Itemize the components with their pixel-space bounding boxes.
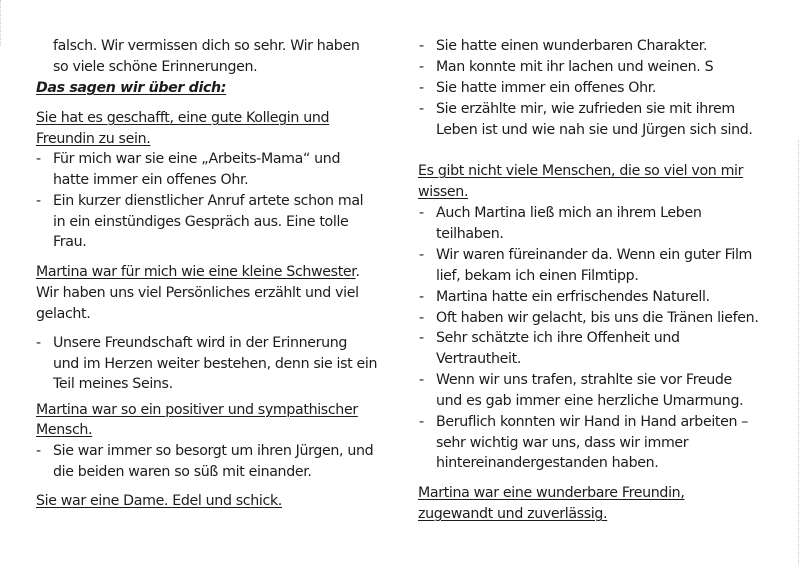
bullet-dash: -	[36, 193, 42, 209]
list-item-line: Sie hatte einen wunderbaren Charakter.	[436, 38, 708, 54]
bullet-dash: -	[36, 151, 42, 167]
bullet-dash: -	[419, 414, 425, 430]
list-item-line: hatte immer ein offenes Ohr.	[53, 172, 249, 188]
list-item-line: Auch Martina ließ mich an ihrem Leben	[436, 205, 702, 221]
list-item-line: hintereinandergestanden haben.	[436, 455, 659, 471]
bullet-dash: -	[419, 59, 425, 75]
block-heading: Mensch.	[36, 422, 93, 438]
list-item-line: Sie hatte immer ein offenes Ohr.	[436, 80, 657, 96]
bullet-dash: -	[36, 443, 42, 459]
list-item-line: sehr wichtig war uns, dass wir immer	[436, 435, 689, 451]
block-heading: Es gibt nicht viele Menschen, die so viel von mir	[418, 163, 744, 179]
list-item-line: Unsere Freundschaft wird in der Erinnerung	[53, 335, 348, 351]
block-heading: Sie hat es geschafft, eine gute Kollegin und	[36, 110, 330, 126]
list-item-line: lief, bekam ich einen Filmtipp.	[436, 268, 639, 284]
bullet-dash: -	[419, 101, 425, 117]
block-heading-text: Martina war für mich wie eine kleine Schwester	[36, 264, 356, 280]
block-heading-punct: .	[355, 264, 360, 280]
list-item-line: teilhaben.	[436, 226, 504, 242]
list-item-line: Sie erzählte mir, wie zufrieden sie mit ihrem	[436, 101, 735, 117]
bullet-dash: -	[36, 335, 42, 351]
intro-line: falsch. Wir vermissen dich so sehr. Wir haben	[53, 38, 360, 54]
list-item-line: in ein einstündiges Gespräch aus. Eine tolle	[53, 214, 349, 230]
block-heading	[36, 263, 360, 281]
bullet-dash: -	[419, 80, 425, 96]
intro-line: so viele schöne Erinnerungen.	[53, 59, 258, 75]
bullet-dash: -	[419, 330, 425, 346]
paragraph-line: Wir haben uns viel Persönliches erzählt und viel	[36, 285, 359, 301]
bullet-dash: -	[419, 38, 425, 54]
list-item-line: Sie war immer so besorgt um ihren Jürgen, und	[53, 443, 374, 459]
page-edge-right	[798, 140, 799, 565]
list-item-line: Martina hatte ein erfrischendes Naturell.	[436, 289, 710, 305]
bullet-dash: -	[419, 289, 425, 305]
closing-line: Martina war eine wunderbare Freundin,	[418, 485, 685, 501]
list-item-line: Beruflich konnten wir Hand in Hand arbeiten –	[436, 414, 749, 430]
list-item-line: Für mich war sie eine „Arbeits-Mama“ und	[53, 151, 341, 167]
list-item-line: Leben ist und wie nah sie und Jürgen sich sind.	[436, 122, 753, 138]
bullet-dash: -	[419, 310, 425, 326]
block-heading: Freundin zu sein.	[36, 131, 151, 147]
list-item-line: Teil meines Seins.	[53, 376, 173, 392]
bullet-dash: -	[419, 205, 425, 221]
closing-line: Sie war eine Dame. Edel und schick.	[36, 493, 282, 509]
list-item-line: Wenn wir uns trafen, strahlte sie vor Freude	[436, 372, 732, 388]
list-item-line: Ein kurzer dienstlicher Anruf artete schon mal	[53, 193, 364, 209]
list-item-line: und im Herzen weiter bestehen, denn sie ist ein	[53, 356, 378, 372]
page-edge-left	[0, 0, 1, 46]
list-item-line: Frau.	[53, 234, 87, 250]
list-item-line: Vertrautheit.	[436, 351, 521, 367]
section-heading: Das sagen wir über dich:	[36, 80, 227, 96]
list-item-line: Man konnte mit ihr lachen und weinen. S	[436, 59, 714, 75]
list-item-line: Oft haben wir gelacht, bis uns die Tränen liefen.	[436, 310, 759, 326]
list-item-line: die beiden waren so süß mit einander.	[53, 464, 312, 480]
list-item-line: Sehr schätzte ich ihre Offenheit und	[436, 330, 680, 346]
list-item-line: Wir waren füreinander da. Wenn ein guter Film	[436, 247, 753, 263]
closing-line: zugewandt und zuverlässig.	[418, 506, 608, 522]
list-item-line: und es gab immer eine herzliche Umarmung.	[436, 393, 744, 409]
bullet-dash: -	[419, 247, 425, 263]
paragraph-line: gelacht.	[36, 306, 91, 322]
block-heading: wissen.	[418, 184, 469, 200]
bullet-dash: -	[419, 372, 425, 388]
block-heading: Martina war so ein positiver und sympathischer	[36, 402, 358, 418]
